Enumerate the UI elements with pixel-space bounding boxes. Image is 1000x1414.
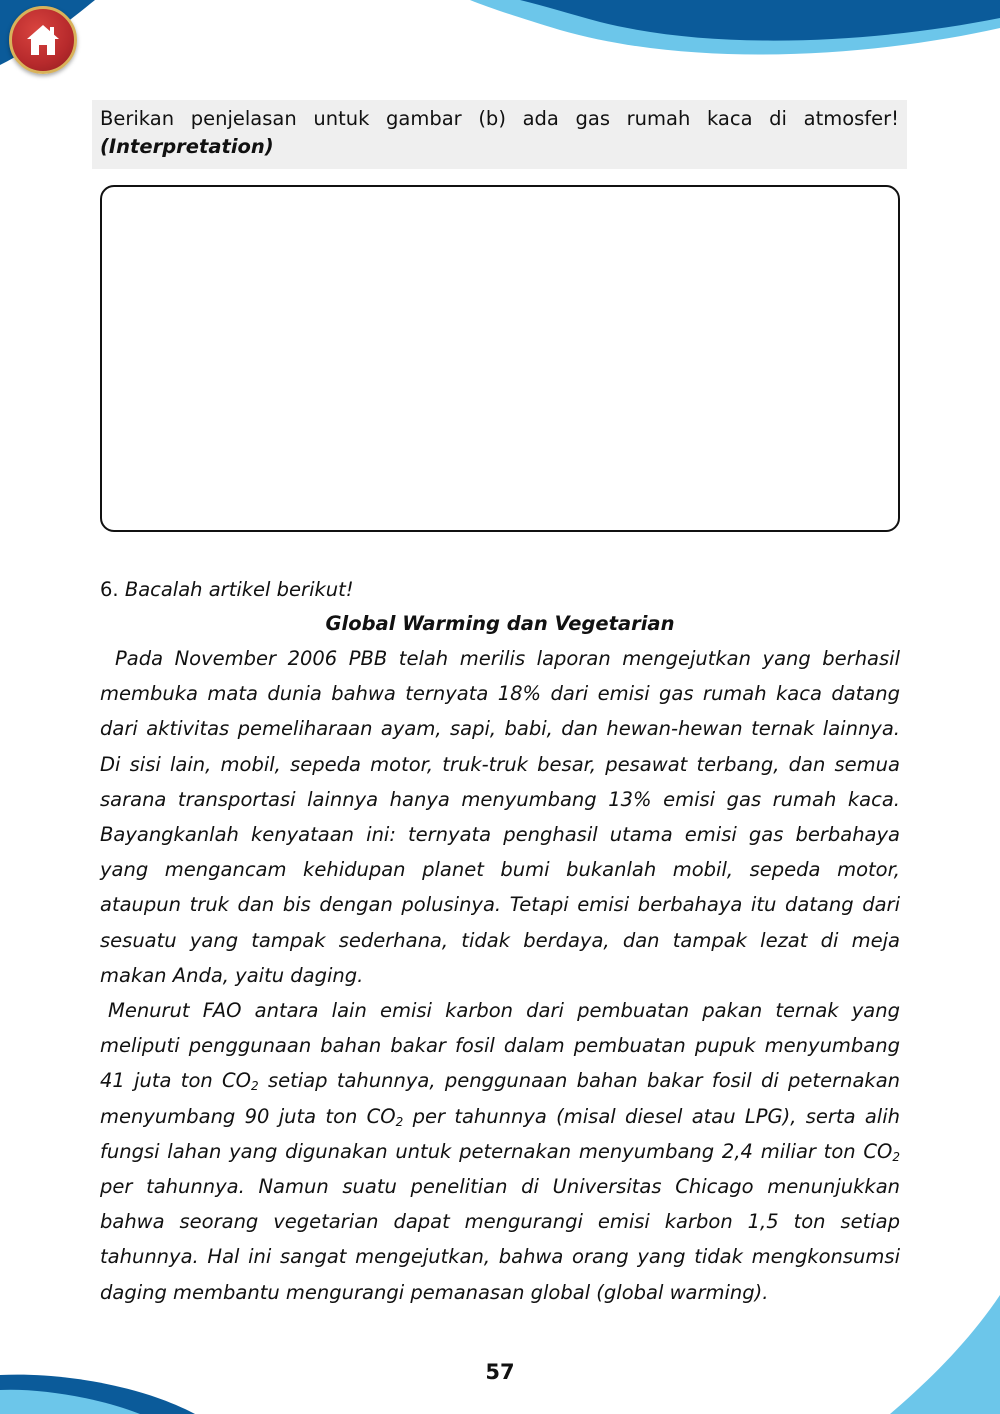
article-instruction (100, 572, 900, 607)
question-tag: (Interpretation) (100, 135, 274, 158)
question-text: Berikan penjelasan untuk gambar (b) ada gas rumah kaca di atmosfer! (100, 107, 899, 130)
home-icon (24, 22, 62, 58)
answer-box[interactable] (100, 185, 900, 532)
instruction-text: Bacalah artikel berikut! (124, 578, 354, 601)
home-button[interactable] (9, 6, 77, 74)
article-paragraph-2: Menurut FAO antara lain emisi karbon dari pembuatan pakan ternak yang meliputi penggunaan bahan bakar fosil dalam pembuatan pupuk menyumbang 41 juta ton $CO_2$ setiap tahunnya, penggunaan bahan bakar fosil di peternakan menyumbang 90 juta ton $CO_2$ per tahunnya (misal diesel atau LPG), serta alih fungsi lahan yang digunakan untuk peternakan menyumbang 2,4 miliar ton $CO_2$ per tahunnya. Namun suatu penelitian di Universitas Chicago menunjukkan bahwa seorang vegetarian dapat mengurangi emisi karbon 1,5 ton setiap tahunnya. Hal ini sangat mengejutkan, bahwa orang yang tidak mengkonsumsi daging membantu mengurangi pemanasan global (global warming). (100, 999, 900, 1304)
subscript: 2 (251, 1079, 259, 1094)
page-number: 57 (485, 1360, 515, 1384)
subscript: 2 (892, 1149, 900, 1164)
article-paragraph-1: Pada November 2006 PBB telah merilis laporan mengejutkan yang berhasil membuka mata dunia bahwa ternyata 18% dari emisi gas rumah kaca datang dari aktivitas pemeliharaan ayam, sapi, babi, dan hewan-hewan ternak lainnya. Di sisi lain, mobil, sepeda motor, truk-truk besar, pesawat terbang, dan semua sarana transportasi lainnya hanya menyumbang 13% emisi gas rumah kaca. Bayangkanlah kenyataan ini: ternyata penghasil utama emisi gas berbahaya yang mengancam kehidupan planet bumi bukanlah mobil, sepeda motor, ataupun truk dan bis dengan polusinya. Tetapi emisi berbahaya itu datang dari sesuatu yang tampak sederhana, tidak berdaya, dan tampak lezat di meja makan Anda, yaitu daging. (100, 647, 900, 987)
subscript: 2 (395, 1114, 404, 1129)
question-prompt (92, 100, 907, 169)
question-number: 6. (100, 578, 119, 601)
article (100, 572, 900, 1310)
article-title: Global Warming dan Vegetarian (325, 612, 675, 635)
